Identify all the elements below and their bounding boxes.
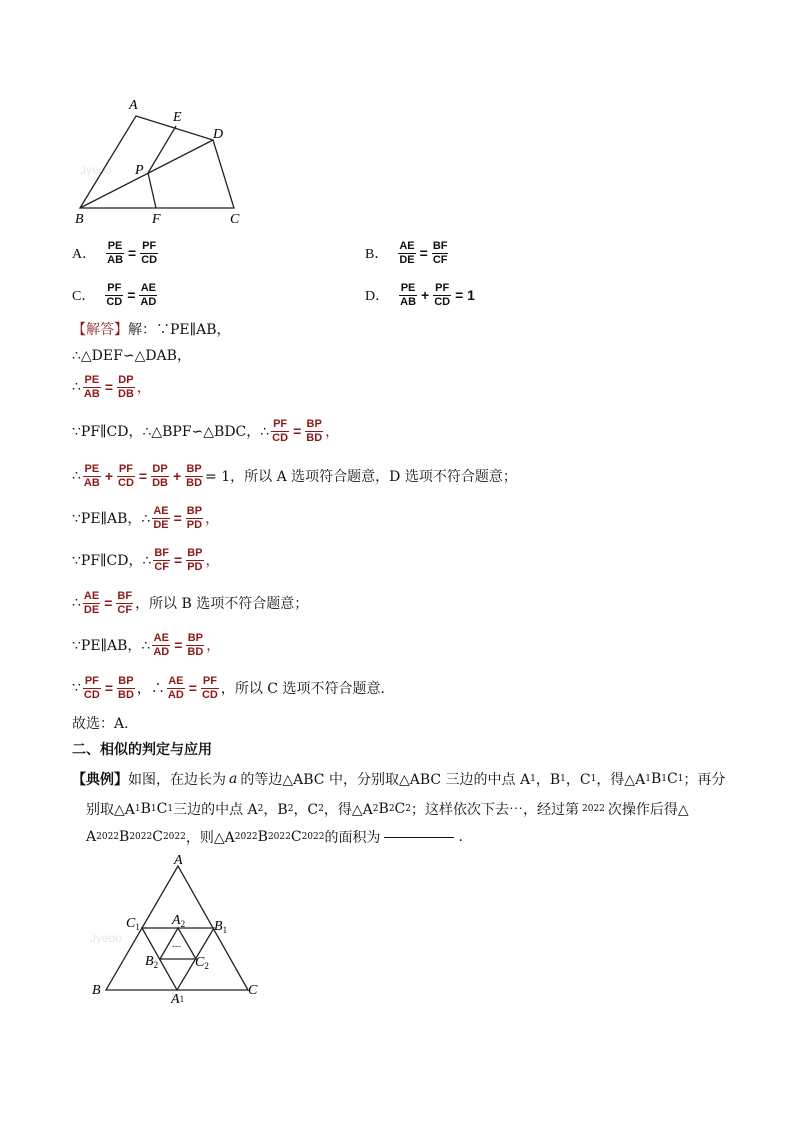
watermark: Jyeoo bbox=[90, 931, 123, 945]
label-A: A bbox=[174, 853, 183, 868]
label-P: P bbox=[135, 163, 144, 178]
solution-line-2: ∴△DEF∽△DAB， bbox=[72, 348, 191, 364]
solution-intro: 【解答】 解：∵PE∥AB， bbox=[72, 314, 231, 344]
label-B: B bbox=[75, 212, 84, 227]
solution-line-7: ∵PF∥CD，∴ $\frac{BF}{CF}$ = $\frac{BP}{PD}$ ， bbox=[72, 546, 220, 573]
option-b: B． $\frac{AE}{DE}$ = $\frac{BF}{CF}$ bbox=[365, 239, 448, 266]
label-C1: $C_1$ bbox=[126, 916, 140, 932]
option-a: A． $\frac{PE}{AB}$ = $\frac{PF}{CD}$ bbox=[72, 239, 158, 266]
option-d: D． $\frac{PE}{AB}$ + $\frac{PF}{CD}$ = 1 bbox=[365, 281, 475, 308]
solution-line-4: ∵PF∥CD，∴△BPF∽△BDC，∴ $\frac{PF}{CD}$ = $\frac{BP}{BD}$ ， bbox=[72, 417, 340, 444]
solution-line-6: ∵PE∥AB，∴ $\frac{AE}{DE}$ = $\frac{BP}{PD}$ ， bbox=[72, 504, 220, 531]
option-c: C． $\frac{PF}{CD}$ = $\frac{AE}{AD}$ bbox=[72, 281, 157, 308]
example-line-3: A 2022 B 2022 C 2022 ，则△A 2022 B 2022 C 2022 的面积为 . bbox=[86, 829, 463, 846]
example-line-2: 别取△A 1 B 1 C 1 三边的中点 A 2 ，B 2 ，C 2 ，得△A 2 B 2 C 2 ；这样依次下去⋯，经过第 2022 次操作后得△ bbox=[86, 801, 689, 818]
solution-line-5: ∴ $\frac{PE}{AB}$ + $\frac{PF}{CD}$ = $\frac{DP}{DB}$ + $\frac{BP}{BD}$ = 1，所以 A 选项符合题意，D 选项不符合题意； bbox=[72, 462, 517, 489]
label-D: D bbox=[213, 127, 224, 142]
label-C: C bbox=[248, 983, 258, 998]
label-A: A bbox=[129, 98, 138, 113]
figure-triangles bbox=[88, 852, 268, 1004]
label-B2: $B_2$ bbox=[145, 954, 159, 970]
label-B1: $B_1$ bbox=[214, 919, 228, 935]
solution-line-3: ∴ $\frac{PE}{AB}$ = $\frac{DP}{DB}$ ， bbox=[72, 373, 151, 400]
triangle-diagram bbox=[88, 852, 268, 1004]
quadrilateral-diagram bbox=[72, 92, 272, 232]
watermark: Jyeoo bbox=[80, 163, 113, 177]
solution-line-10: ∵ $\frac{PF}{CD}$ = $\frac{BP}{BD}$ ，∴ $\frac{AE}{AD}$ = $\frac{PF}{CD}$ ，所以 C 选项不符合题意． bbox=[72, 674, 395, 701]
dashes: --- bbox=[172, 941, 181, 951]
label-A1: A1 bbox=[171, 992, 185, 1004]
example-line-1: 【典例】 如图，在边长为 a 的等边△ABC 中，分别取△ABC 三边的中点 A 1 ，B 1 ，C 1 ，得△A 1 B 1 C 1 ；再分 bbox=[72, 771, 726, 788]
solution-answer: 故选：A． bbox=[72, 716, 139, 732]
solution-line-9: ∵PE∥AB，∴ $\frac{AE}{AD}$ = $\frac{BP}{BD}$ ， bbox=[72, 631, 221, 658]
answer-blank[interactable] bbox=[384, 837, 454, 838]
label-B: B bbox=[92, 983, 101, 998]
label-C2: $C_2$ bbox=[195, 955, 209, 971]
label-C: C bbox=[230, 212, 240, 227]
figure-quadrilateral bbox=[72, 92, 272, 232]
solution-tag: 【解答】 bbox=[72, 322, 128, 338]
label-E: E bbox=[173, 110, 182, 125]
section-heading: 二、相似的判定与应用 bbox=[72, 742, 212, 758]
label-A2: $A_2$ bbox=[172, 913, 186, 929]
label-F: F bbox=[152, 212, 161, 227]
solution-line-8: ∴ $\frac{AE}{DE}$ = $\frac{BF}{CF}$ ，所以 B 选项不符合题意； bbox=[72, 589, 309, 616]
